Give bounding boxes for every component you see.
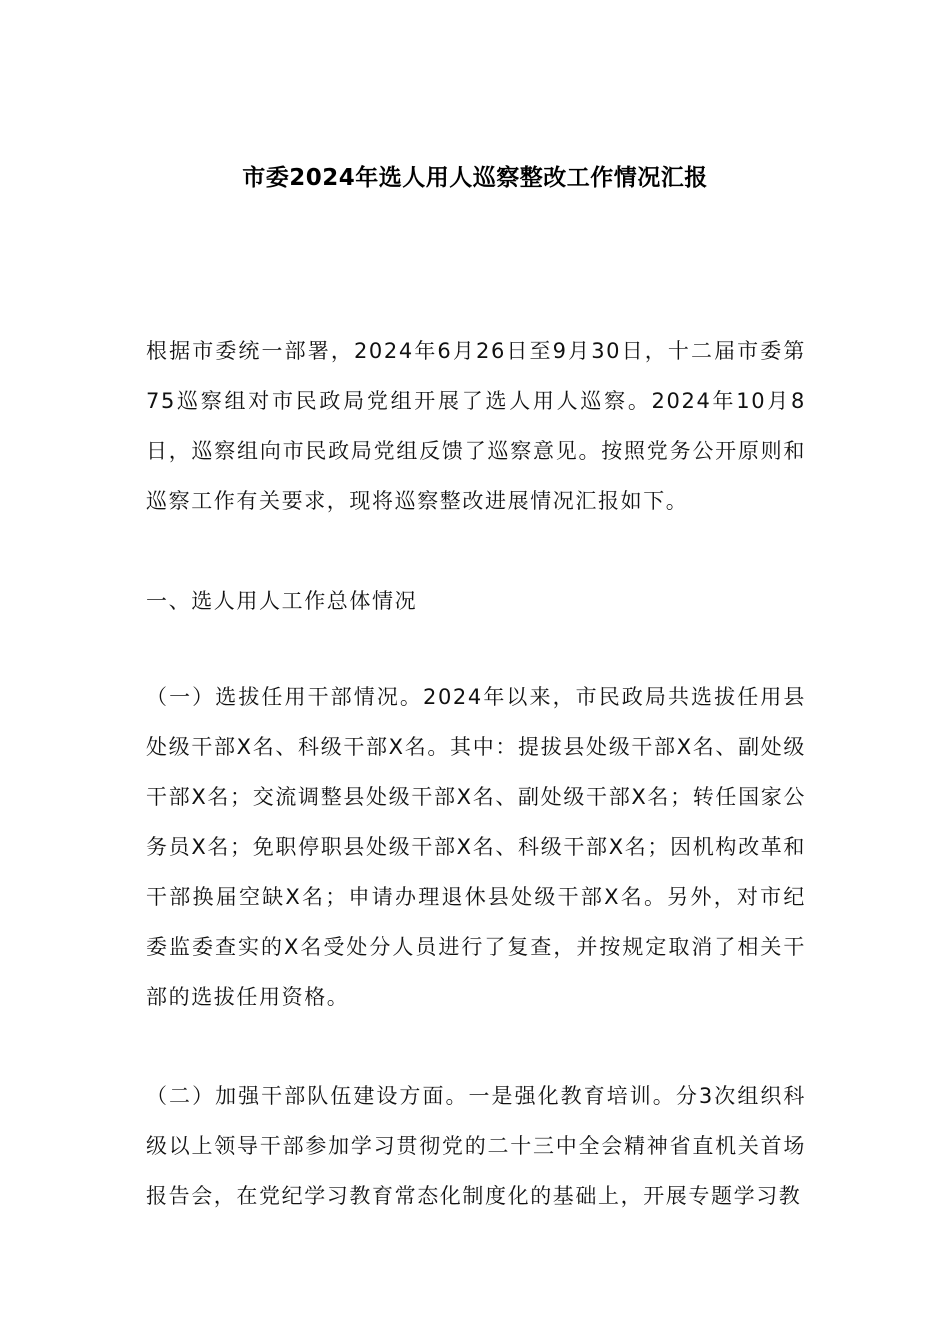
intro-paragraph: 根据市委统一部署，2024年6月26日至9月30日，十二届市委第75巡察组对市民政局党组开展了选人用人巡察。2024年10月8日，巡察组向市民政局党组反馈了巡察意见。按照党务公开原则和巡察工作有关要求，现将巡察整改进展情况汇报如下。 <box>146 339 806 513</box>
document-title: 市委2024年选人用人巡察整改工作情况汇报 <box>242 165 708 191</box>
section-heading: 一、选人用人工作总体情况 <box>146 589 418 613</box>
subsection-paragraph-2: （二）加强干部队伍建设方面。一是强化教育培训。分3次组织科级以上领导干部参加学习贯彻党的二十三中全会精神省直机关首场报告会，在党纪学习教育常态化制度化的基础上，开展专题学习教 <box>146 1084 806 1208</box>
subsection-paragraph-1: （一）选拔任用干部情况。2024年以来，市民政局共选拔任用县处级干部X名、科级干部X名。其中：提拔县处级干部X名、副处级干部X名；交流调整县处级干部X名、副处级干部X名；转任国家公务员X名；免职停职县处级干部X名、科级干部X名；因机构改革和干部换届空缺X名；申请办理退休县处级干部X名。另外，对市纪委监委查实的X名受处分人员进行了复查，并按规定取消了相关干部的选拔任用资格。 <box>146 685 806 1009</box>
